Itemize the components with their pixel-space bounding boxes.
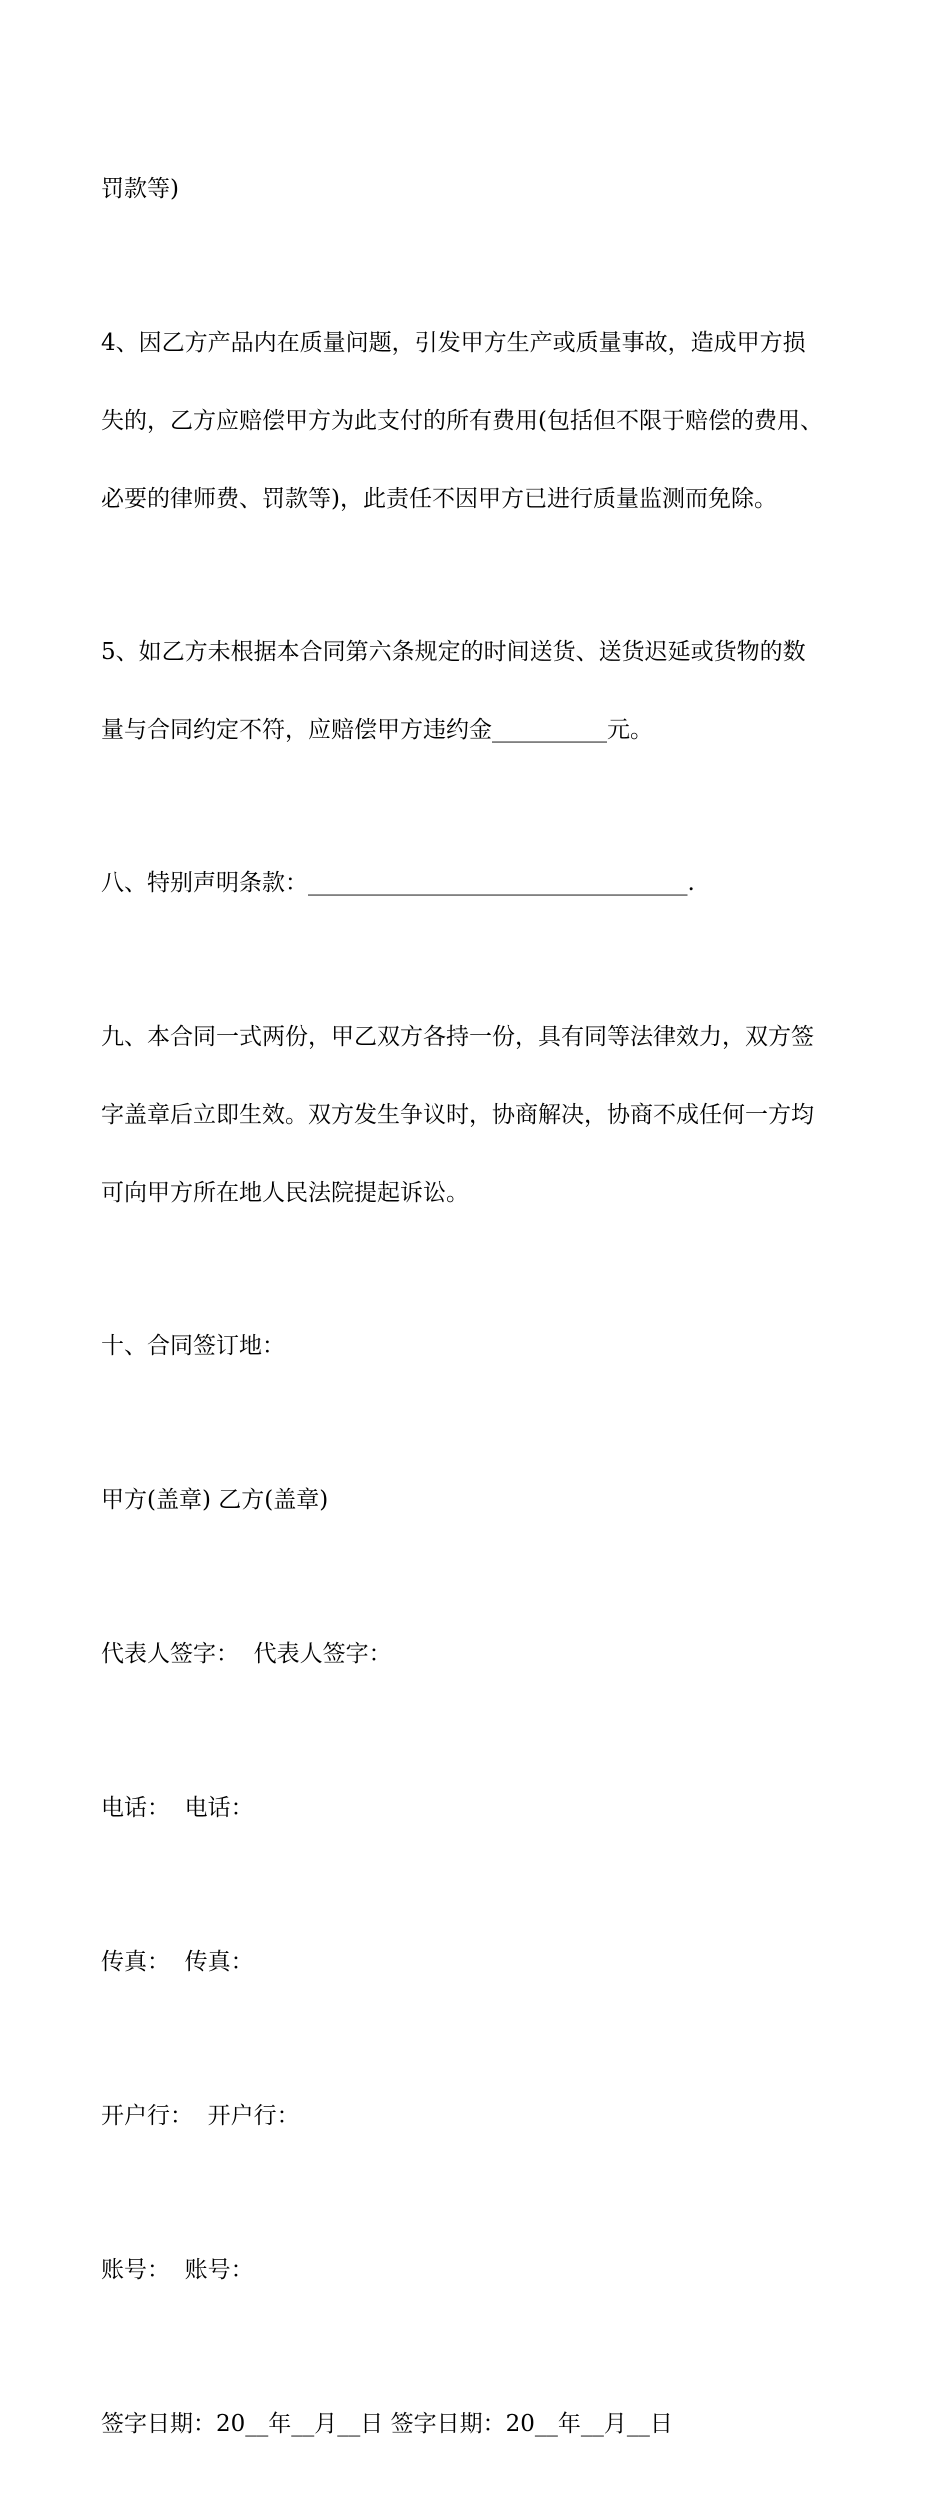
signature-date-line: [101, 2359, 861, 2489]
paragraph-section-8: [101, 818, 861, 948]
text-line: 签字日期：20__年__月__日 签字日期：20__年__月__日: [101, 2411, 673, 2437]
text-line: 传真： 传真：: [101, 1949, 254, 1975]
text-line: 罚款等): [101, 176, 179, 202]
text-line: 账号： 账号：: [101, 2257, 254, 2283]
text-line: 代表人签字： 代表人签字：: [101, 1641, 392, 1667]
text-line: 失的，乙方应赔偿甲方为此支付的所有费用(包括但不限于赔偿的费用、: [101, 408, 823, 434]
paragraph-clause-5: [101, 587, 861, 795]
text-line: 开户行： 开户行：: [101, 2103, 300, 2129]
text-line: 电话： 电话：: [101, 1795, 254, 1821]
signature-fax-line: [101, 1897, 861, 2027]
signature-bank-line: [101, 2051, 861, 2181]
text-line: 九、本合同一式两份，甲乙双方各持一份，具有同等法律效力，双方签: [101, 1024, 814, 1050]
paragraph-section-9: [101, 972, 861, 1258]
document-page: [101, 124, 861, 2513]
text-line: 必要的律师费、罚款等)，此责任不因甲方已进行质量监测而免除。: [101, 486, 777, 512]
signature-account-line: [101, 2205, 861, 2335]
text-line: 十、合同签订地：: [101, 1333, 285, 1359]
text-line: 5、如乙方未根据本合同第六条规定的时间送货、送货迟延或货物的数: [101, 639, 806, 665]
text-line: 八、特别声明条款：_________________________________.: [101, 870, 695, 896]
text-line: 甲方(盖章) 乙方(盖章): [101, 1487, 329, 1513]
paragraph-section-10: [101, 1281, 861, 1411]
text-line: 字盖章后立即生效。双方发生争议时，协商解决，协商不成任何一方均: [101, 1102, 814, 1128]
signature-representative-line: [101, 1589, 861, 1719]
paragraph-clause-4: [101, 278, 861, 564]
text-line: 4、因乙方产品内在质量问题，引发甲方生产或质量事故，造成甲方损: [101, 330, 806, 356]
text-line: 量与合同约定不符，应赔偿甲方违约金__________元。: [101, 717, 653, 743]
text-line: 可向甲方所在地人民法院提起诉讼。: [101, 1180, 469, 1206]
signature-phone-line: [101, 1743, 861, 1873]
paragraph-continuation: [101, 124, 861, 254]
signature-seal-line: [101, 1435, 861, 1565]
